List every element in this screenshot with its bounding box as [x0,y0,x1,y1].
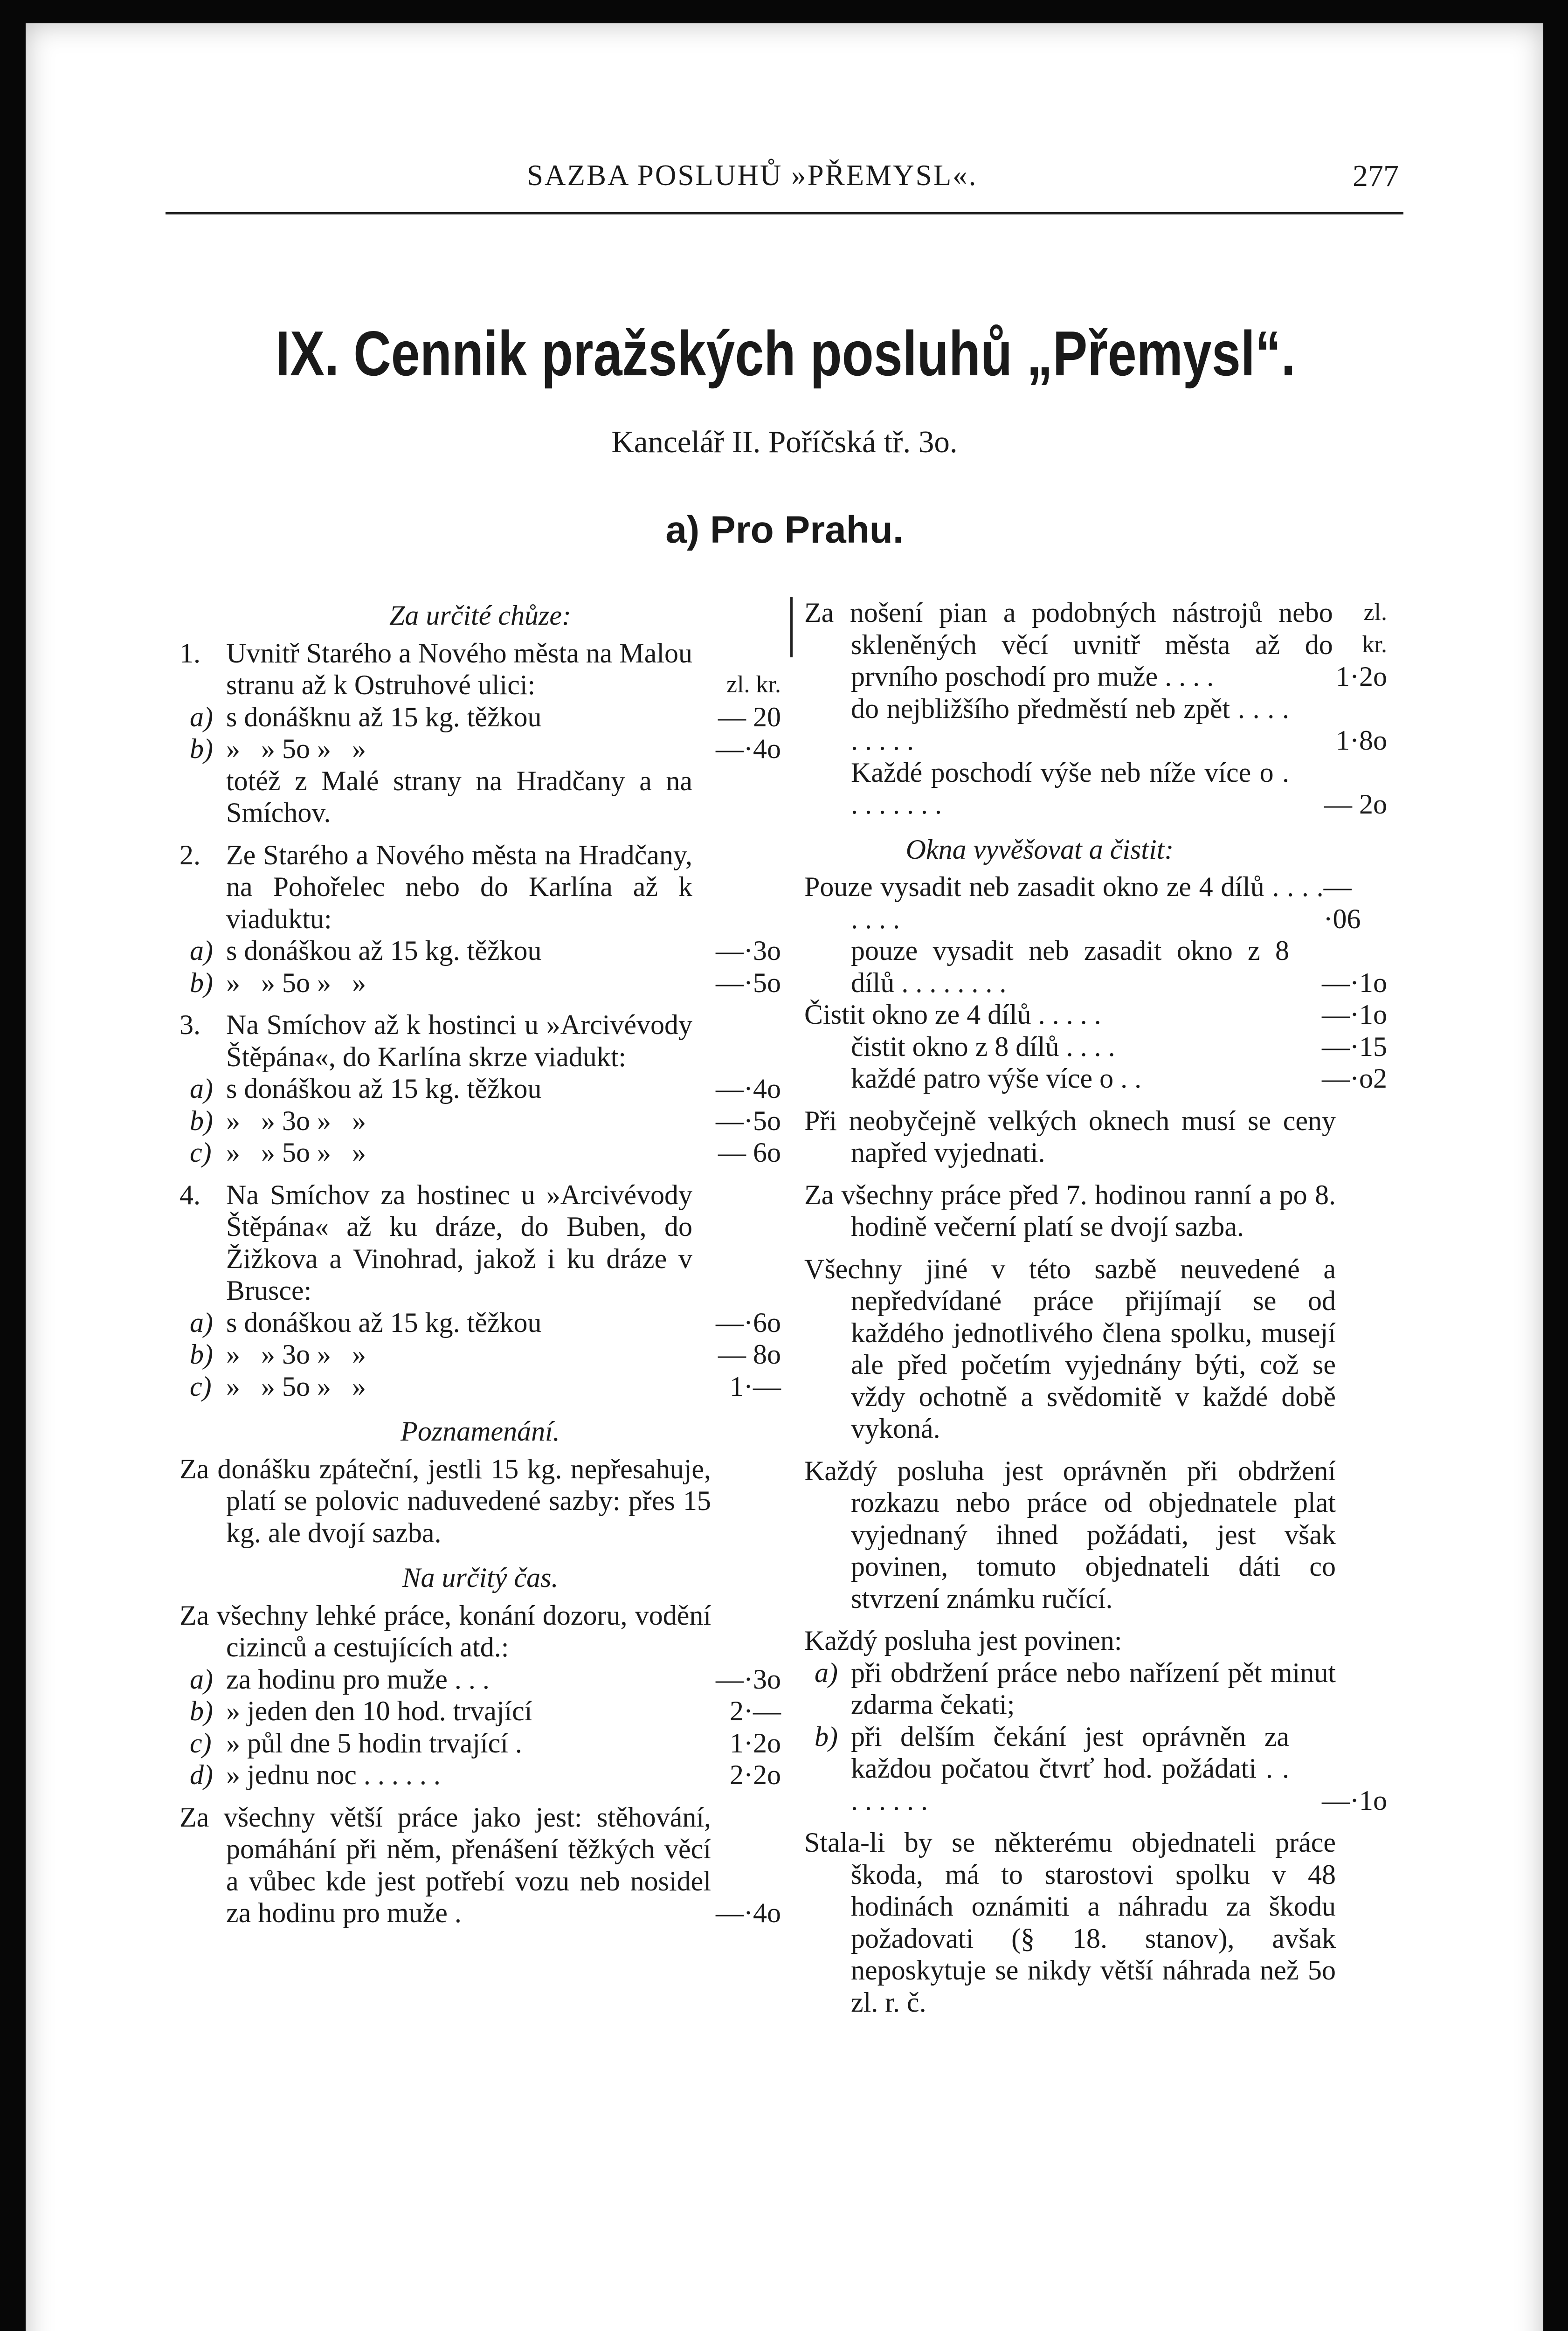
row-text: » » 3o » » [226,1105,366,1136]
duty-item [804,1657,1336,1721]
row-label: b) [190,1696,213,1726]
price-row [790,1031,1406,1063]
row-price: 1·2o [1336,661,1387,692]
price-row [790,693,1406,757]
item-number: 1. [180,637,200,669]
price-row [180,1695,781,1727]
row-label: b) [815,1721,838,1752]
book-page [26,23,1543,2331]
price-row [790,757,1406,821]
row-text: pouze vysadit neb zasadit okno z 8 dílů . . . . . . . . [851,935,1289,998]
price-row [790,1062,1406,1095]
row-text: s donášknu až 15 kg. těžkou [226,701,542,732]
item-note: totéž z Malé strany na Hradčany a na Smíchov. [226,765,692,828]
time-intro: Za všechny lehké práce, konání dozoru, vodění cizinců a cestujících atd.: [180,1600,711,1662]
row-price: — 20 [718,701,781,732]
row-text: » jednu noc . . . . . . [226,1759,441,1790]
item-text: Na Smíchov až k hostinci u »Arcivévody Štěpána«, do Karlína skrze viadukt: [226,1009,692,1072]
row-text: každé patro výše více o . . [851,1063,1142,1094]
price-row [180,967,781,999]
units-label: zl. kr. [726,671,781,698]
row-text: » » 5o » » [226,967,366,998]
price-row [790,597,1406,693]
row-label: a) [190,1663,213,1695]
row-text: s donáškou až 15 kg. těžkou [226,1073,542,1104]
row-price: —·5o [716,1105,781,1136]
price-row [790,1721,1406,1817]
item-text: Na Smíchov za hostinec u »Arcivévody Štěpána« až ku dráze, do Buben, do Žižkova a Vinohrad, jakož i ku dráze v Brusce: [226,1179,692,1306]
row-text: Za všechny větší práce jako jest: stěhování, pomáhání při něm, přenášení těžkých věcí a vůbec kde jest potřebí vozu neb nosidel za hodinu pro muže . [180,1801,711,1928]
row-text: při delším čekání jest oprávněn za každou počatou čtvrť hod. požádati . . . . . . . . [851,1721,1289,1816]
row-price: — 6o [718,1137,781,1168]
row-price: —·3o [716,1663,781,1695]
row-label: b) [190,1339,213,1370]
price-row [180,1073,781,1105]
row-label: d) [190,1759,213,1790]
list-item [180,1179,781,1307]
row-text: » » 5o » » [226,1137,366,1168]
row-text: Každé poschodí výše neb níže více o . . . . . . . . [851,757,1289,820]
row-price: 2·2o [730,1759,781,1790]
row-price: —·4o [716,733,781,764]
price-row [180,1105,781,1137]
row-text: do nejbližšího předměstí neb zpět . . . . . . . . . [851,693,1289,756]
row-label: b) [190,733,213,764]
row-price: —·5o [716,967,781,998]
row-text: » » 5o » » [226,733,366,764]
item-text: Ze Starého a Nového města na Hradčany, na Pohořelec nebo do Karlína až k viaduktu: [226,839,692,934]
price-row [790,999,1406,1031]
price-row [180,1371,781,1403]
price-row [180,1801,781,1929]
row-price: 1·8o [1336,725,1387,756]
price-row [180,1137,781,1169]
heading-walks: Za určité chůze: [389,600,571,631]
row-label: c) [190,1727,212,1759]
row-label: b) [190,967,213,998]
paragraph-night-rate: Za všechny práce před 7. hodinou ranní a po 8. hodině večerní platí se dvojí sazba. [804,1179,1336,1242]
row-price: —·1o [1322,999,1387,1030]
row-price: 2·— [730,1696,781,1726]
row-text: s donáškou až 15 kg. těžkou [226,935,542,966]
row-text: Pouze vysadit neb zasadit okno ze 4 dílů . . . . . . . . [804,871,1324,934]
paragraph-damages: Stala-li by se některému objednateli práce škoda, má to starostovi spolku v 48 hodinách oznámiti a náhradu za škodu požadovati (§ 18. stanov), avšak neposkytuje se nikdy větší náhrada než 5o zl. r. č. [804,1827,1336,2018]
price-row [180,1338,781,1371]
row-price: 1·— [730,1371,781,1402]
running-header [26,159,1543,219]
heading-windows: Okna vyvěšovat a čistit: [905,834,1174,865]
row-price: —·o2 [1322,1063,1387,1094]
row-text: » jeden den 10 hod. trvající [226,1696,532,1726]
row-label: b) [190,1105,213,1136]
row-label: a) [190,1307,213,1338]
chapter-title: IX. Cennik pražských posluhů „Přemysl“. [275,318,1296,389]
price-row [180,733,781,765]
price-row [180,1307,781,1339]
row-text: » » 5o » » [226,1371,366,1402]
row-text: Za nošení pian a podobných nástrojů nebo skleněných věcí uvnitř města až do prvního poschodí pro muže . . . . [804,597,1333,692]
row-label: a) [815,1657,838,1688]
item-number: 3. [180,1009,200,1040]
office-address: Kancelář II. Poříčská tř. 3o. [611,425,958,459]
price-row [790,935,1406,999]
paragraph-duties: Každý posluha jest povinen: [804,1625,1122,1656]
list-item [180,637,781,701]
paragraph-large-windows: Při neobyčejně velkých oknech musí se ceny napřed vyjednati. [804,1105,1336,1168]
heading-time: Na určitý čas. [402,1562,559,1593]
list-item [180,1009,781,1073]
row-price: —·06 [1323,871,1361,934]
list-item [180,839,781,935]
heading-remarks: Poznamenání. [401,1416,560,1447]
row-label: c) [190,1137,212,1168]
row-label: c) [190,1371,212,1402]
price-row [790,871,1406,935]
row-text: při obdržení práce nebo nařízení pět minut zdarma čekati; [851,1657,1336,1720]
row-price: —·1o [1322,967,1387,998]
units-label: zl. kr. [1362,599,1387,658]
row-price: —·1o [1322,1785,1387,1816]
price-row [180,1759,781,1791]
row-price: —·6o [716,1307,781,1338]
row-price: — 8o [718,1339,781,1370]
item-number: 2. [180,839,200,870]
page-number: 277 [1353,159,1399,193]
price-row [180,701,781,733]
row-price: — 2o [1324,789,1387,820]
paragraph-other-work: Všechny jiné v této sazbě neuvedené a nepředvídané práce přijímají se od každého jednotlivého člena spolku, musejí ale před početím vyjednány býti, což se vždy ochotně a svědomitě v každé době vykoná. [804,1253,1336,1444]
header-rule [166,212,1403,214]
row-text: s donáškou až 15 kg. těžkou [226,1307,542,1338]
item-number: 4. [180,1179,200,1210]
row-text: Čistit okno ze 4 dílů . . . . . [804,999,1101,1030]
price-row [180,1663,781,1696]
row-price: 1·2o [730,1727,781,1759]
row-label: a) [190,1073,213,1104]
right-column [790,597,1406,2018]
paragraph-payment-right: Každý posluha jest oprávněn při obdržení rozkazu nebo práce od objednatele plat vyjednaný ihned požádati, jest však povinen, tomuto objednateli dáti co stvrzení známku ručící. [804,1455,1336,1614]
row-price: —·4o [716,1073,781,1104]
remark-paragraph: Za donášku zpáteční, jestli 15 kg. nepřesahuje, platí se polovic naduvedené sazby: přes 15 kg. ale dvojí sazba. [180,1453,711,1548]
section-heading: a) Pro Prahu. [665,509,904,551]
row-text: čistit okno z 8 dílů . . . . [851,1031,1115,1062]
row-text: za hodinu pro muže . . . [226,1663,490,1695]
left-column [180,597,781,1929]
item-text: Uvnitř Starého a Nového města na Malou stranu až k Ostruhové ulici: [226,637,692,700]
row-label: a) [190,935,213,966]
row-price: —·3o [716,935,781,966]
price-row [180,1727,781,1759]
running-title: SAZBA POSLUHŮ »PŘEMYSL«. [527,159,978,192]
price-row [180,935,781,967]
row-price: —·15 [1322,1031,1387,1062]
duty-item [804,1721,1289,1817]
row-text: » půl dne 5 hodin trvající . [226,1727,522,1759]
row-text: » » 3o » » [226,1339,366,1370]
row-price: —·4o [716,1897,781,1928]
row-label: a) [190,701,213,732]
